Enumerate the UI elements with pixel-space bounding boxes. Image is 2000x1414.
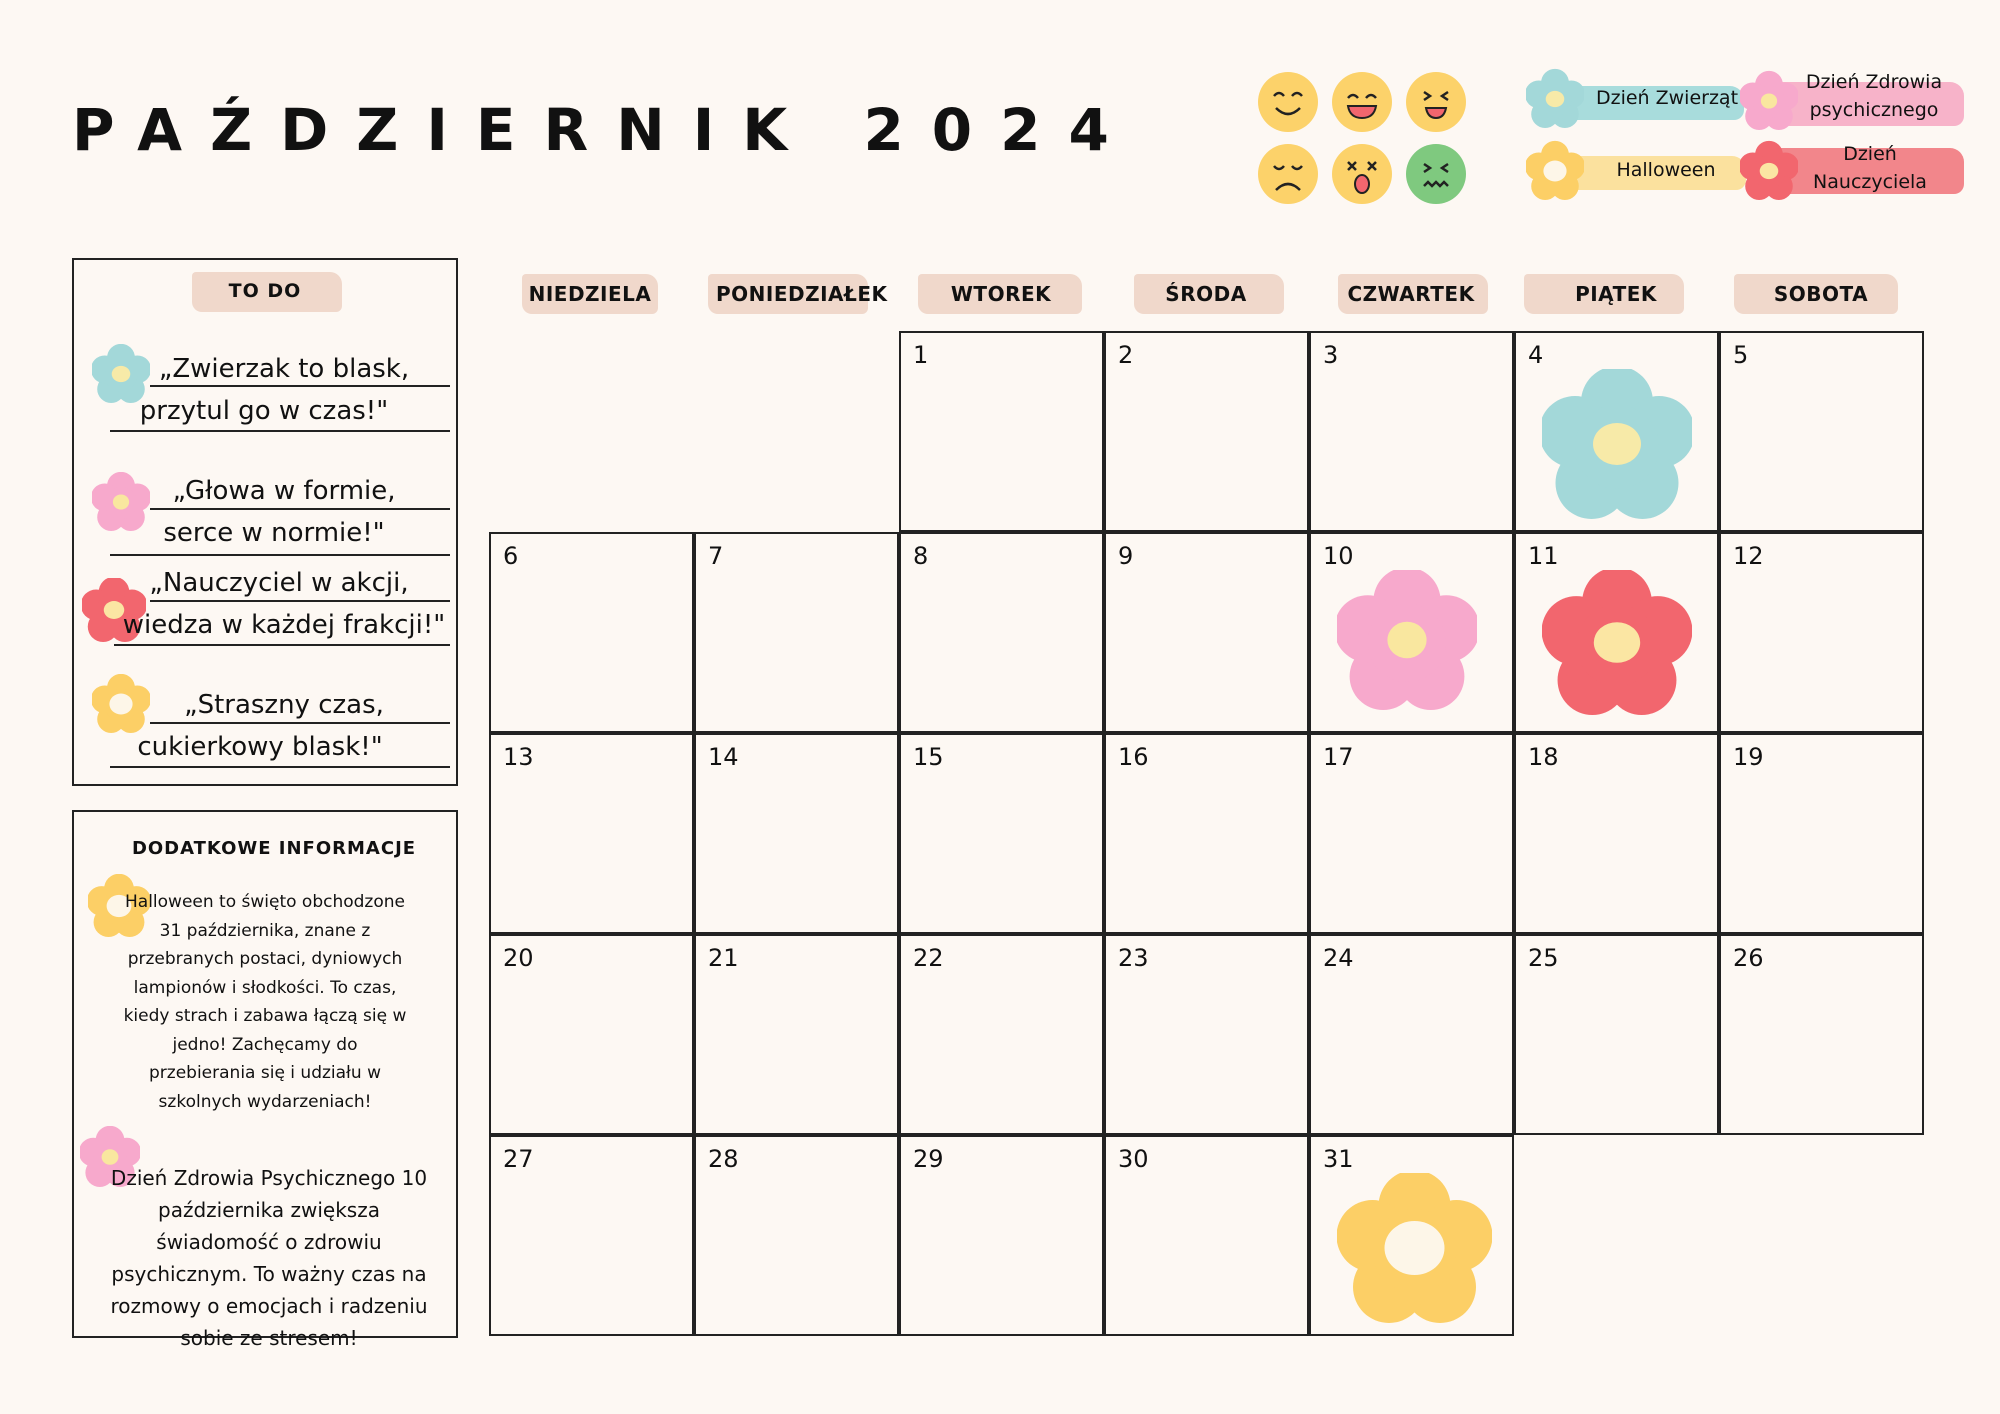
day-number: 17 [1323, 743, 1354, 771]
calendar-day-cell[interactable] [1514, 733, 1719, 934]
tongue-icon [1406, 72, 1466, 132]
quote-line1: „Głowa w formie, [172, 476, 396, 506]
quote-line2: przytul go w czas!" [139, 396, 389, 426]
smile-icon [1258, 72, 1318, 132]
day-header-saturday: SOBOTA [1773, 282, 1869, 306]
calendar-day-cell[interactable] [489, 1135, 694, 1336]
info-halloween-text: Halloween to święto obchodzone 31 października, znane z przebranych postaci, dyniowych lampionów i słodkości. To czas, kiedy strach i zabawa łączą się w jedno! Zachęcamy do przebierania się i udziału w szkolnych wydarzeniach! [123, 892, 407, 1112]
day-number: 9 [1118, 542, 1134, 570]
day-header-sunday: NIEDZIELA [528, 282, 652, 306]
underline [110, 766, 450, 768]
legend-label: Halloween [1616, 159, 1716, 181]
calendar-day-cell[interactable] [694, 733, 899, 934]
quote-line2: wiedza w każdej frakcji!" [122, 610, 446, 640]
day-number: 7 [708, 542, 724, 570]
day-number: 30 [1118, 1145, 1149, 1173]
calendar-day-cell[interactable] [1104, 733, 1309, 934]
calendar-day-cell[interactable] [694, 532, 899, 733]
calendar-day-cell[interactable] [1514, 331, 1719, 532]
flower-blue-icon [1526, 68, 1584, 130]
day-number: 3 [1323, 341, 1339, 369]
day-number: 8 [913, 542, 929, 570]
day-number: 14 [708, 743, 739, 771]
page-title: PAŹDZIERNIK 2024 [72, 96, 1137, 164]
legend-label: Dzień Zwierząt [1595, 87, 1739, 109]
quote-line1: „Zwierzak to blask, [158, 354, 410, 384]
day-number: 10 [1323, 542, 1354, 570]
calendar-day-cell[interactable] [1514, 532, 1719, 733]
day-number: 5 [1733, 341, 1749, 369]
dizzy-icon [1332, 144, 1392, 204]
underline [110, 554, 450, 556]
calendar-day-cell[interactable] [1309, 331, 1514, 532]
underline [110, 430, 450, 432]
calendar-day-cell[interactable] [899, 532, 1104, 733]
calendar-day-cell[interactable] [899, 934, 1104, 1135]
day-number: 29 [913, 1145, 944, 1173]
info-title: DODATKOWE INFORMACJE [131, 838, 417, 859]
day-number: 25 [1528, 944, 1559, 972]
day-number: 31 [1323, 1145, 1354, 1173]
day-number: 26 [1733, 944, 1764, 972]
grin-icon [1332, 72, 1392, 132]
day-number: 24 [1323, 944, 1354, 972]
day-number: 15 [913, 743, 944, 771]
calendar-day-cell[interactable] [694, 1135, 899, 1336]
quote-line2: cukierkowy blask!" [137, 732, 383, 762]
calendar-day-cell[interactable] [899, 1135, 1104, 1336]
day-number: 2 [1118, 341, 1134, 369]
info-panel [72, 810, 458, 1350]
calendar-day-cell[interactable] [1514, 934, 1719, 1135]
calendar-day-cell[interactable] [1104, 1135, 1309, 1336]
calendar-day-cell[interactable] [1309, 1135, 1514, 1336]
flower-blue-icon [1542, 369, 1692, 519]
day-number: 16 [1118, 743, 1149, 771]
day-number: 28 [708, 1145, 739, 1173]
flower-pink-icon [1337, 570, 1477, 710]
quote-line1: „Nauczyciel w akcji, [149, 568, 409, 598]
day-number: 27 [503, 1145, 534, 1173]
todo-title: TO DO [228, 280, 302, 302]
underline [114, 644, 450, 646]
day-number: 11 [1528, 542, 1559, 570]
day-number: 13 [503, 743, 534, 771]
calendar-day-cell[interactable] [899, 733, 1104, 934]
calendar-day-cell[interactable] [1309, 532, 1514, 733]
calendar-day-cell[interactable] [1719, 733, 1924, 934]
underline [150, 385, 450, 387]
day-number: 23 [1118, 944, 1149, 972]
calendar-day-cell[interactable] [1104, 331, 1309, 532]
day-number: 18 [1528, 743, 1559, 771]
day-header-friday: PIĄTEK [1575, 282, 1657, 306]
day-number: 22 [913, 944, 944, 972]
flower-yellow-icon [1526, 140, 1584, 202]
day-number: 19 [1733, 743, 1764, 771]
calendar-day-cell[interactable] [694, 934, 899, 1135]
day-header-monday: PONIEDZIAŁEK [716, 282, 888, 306]
legend-label: Dzień Nauczyciela [1813, 143, 1927, 193]
day-number: 12 [1733, 542, 1764, 570]
day-header-thursday: CZWARTEK [1347, 282, 1475, 306]
day-number: 6 [503, 542, 519, 570]
quote-line1: „Straszny czas, [184, 690, 384, 720]
todo-panel [72, 258, 458, 786]
calendar-day-cell[interactable] [1309, 934, 1514, 1135]
legend-label: Dzień Zdrowia psychicznego [1805, 71, 1943, 121]
day-number: 20 [503, 944, 534, 972]
calendar-day-cell[interactable] [899, 331, 1104, 532]
underline [150, 508, 450, 510]
underline [150, 722, 450, 724]
day-number: 21 [708, 944, 739, 972]
quote-line2: serce w normie!" [163, 518, 385, 548]
calendar-day-cell[interactable] [1104, 934, 1309, 1135]
calendar-day-cell[interactable] [1719, 532, 1924, 733]
day-header-tuesday: WTOREK [950, 282, 1052, 306]
day-number: 4 [1528, 341, 1544, 369]
flower-yellow-icon [1337, 1173, 1492, 1323]
day-number: 1 [913, 341, 929, 369]
calendar-day-cell[interactable] [1719, 331, 1924, 532]
emoji-group [1258, 72, 1478, 212]
calendar-day-cell[interactable] [1719, 934, 1924, 1135]
calendar-day-cell[interactable] [1309, 733, 1514, 934]
calendar-day-cell[interactable] [489, 532, 694, 733]
sad-icon [1258, 144, 1318, 204]
info-mental-health-text: Dzień Zdrowia Psychicznego 10 października zwiększa świadomość o zdrowiu psychicznym. To ważny czas na rozmowy o emocjach i radzeniu sobie ze stresem! [110, 1166, 428, 1350]
flower-red-icon [1542, 570, 1692, 715]
day-header-wednesday: ŚRODA [1165, 282, 1247, 306]
sick-icon [1406, 144, 1466, 204]
underline [150, 600, 450, 602]
calendar-day-cell[interactable] [489, 733, 694, 934]
calendar-day-cell[interactable] [489, 934, 694, 1135]
calendar-day-cell[interactable] [1104, 532, 1309, 733]
